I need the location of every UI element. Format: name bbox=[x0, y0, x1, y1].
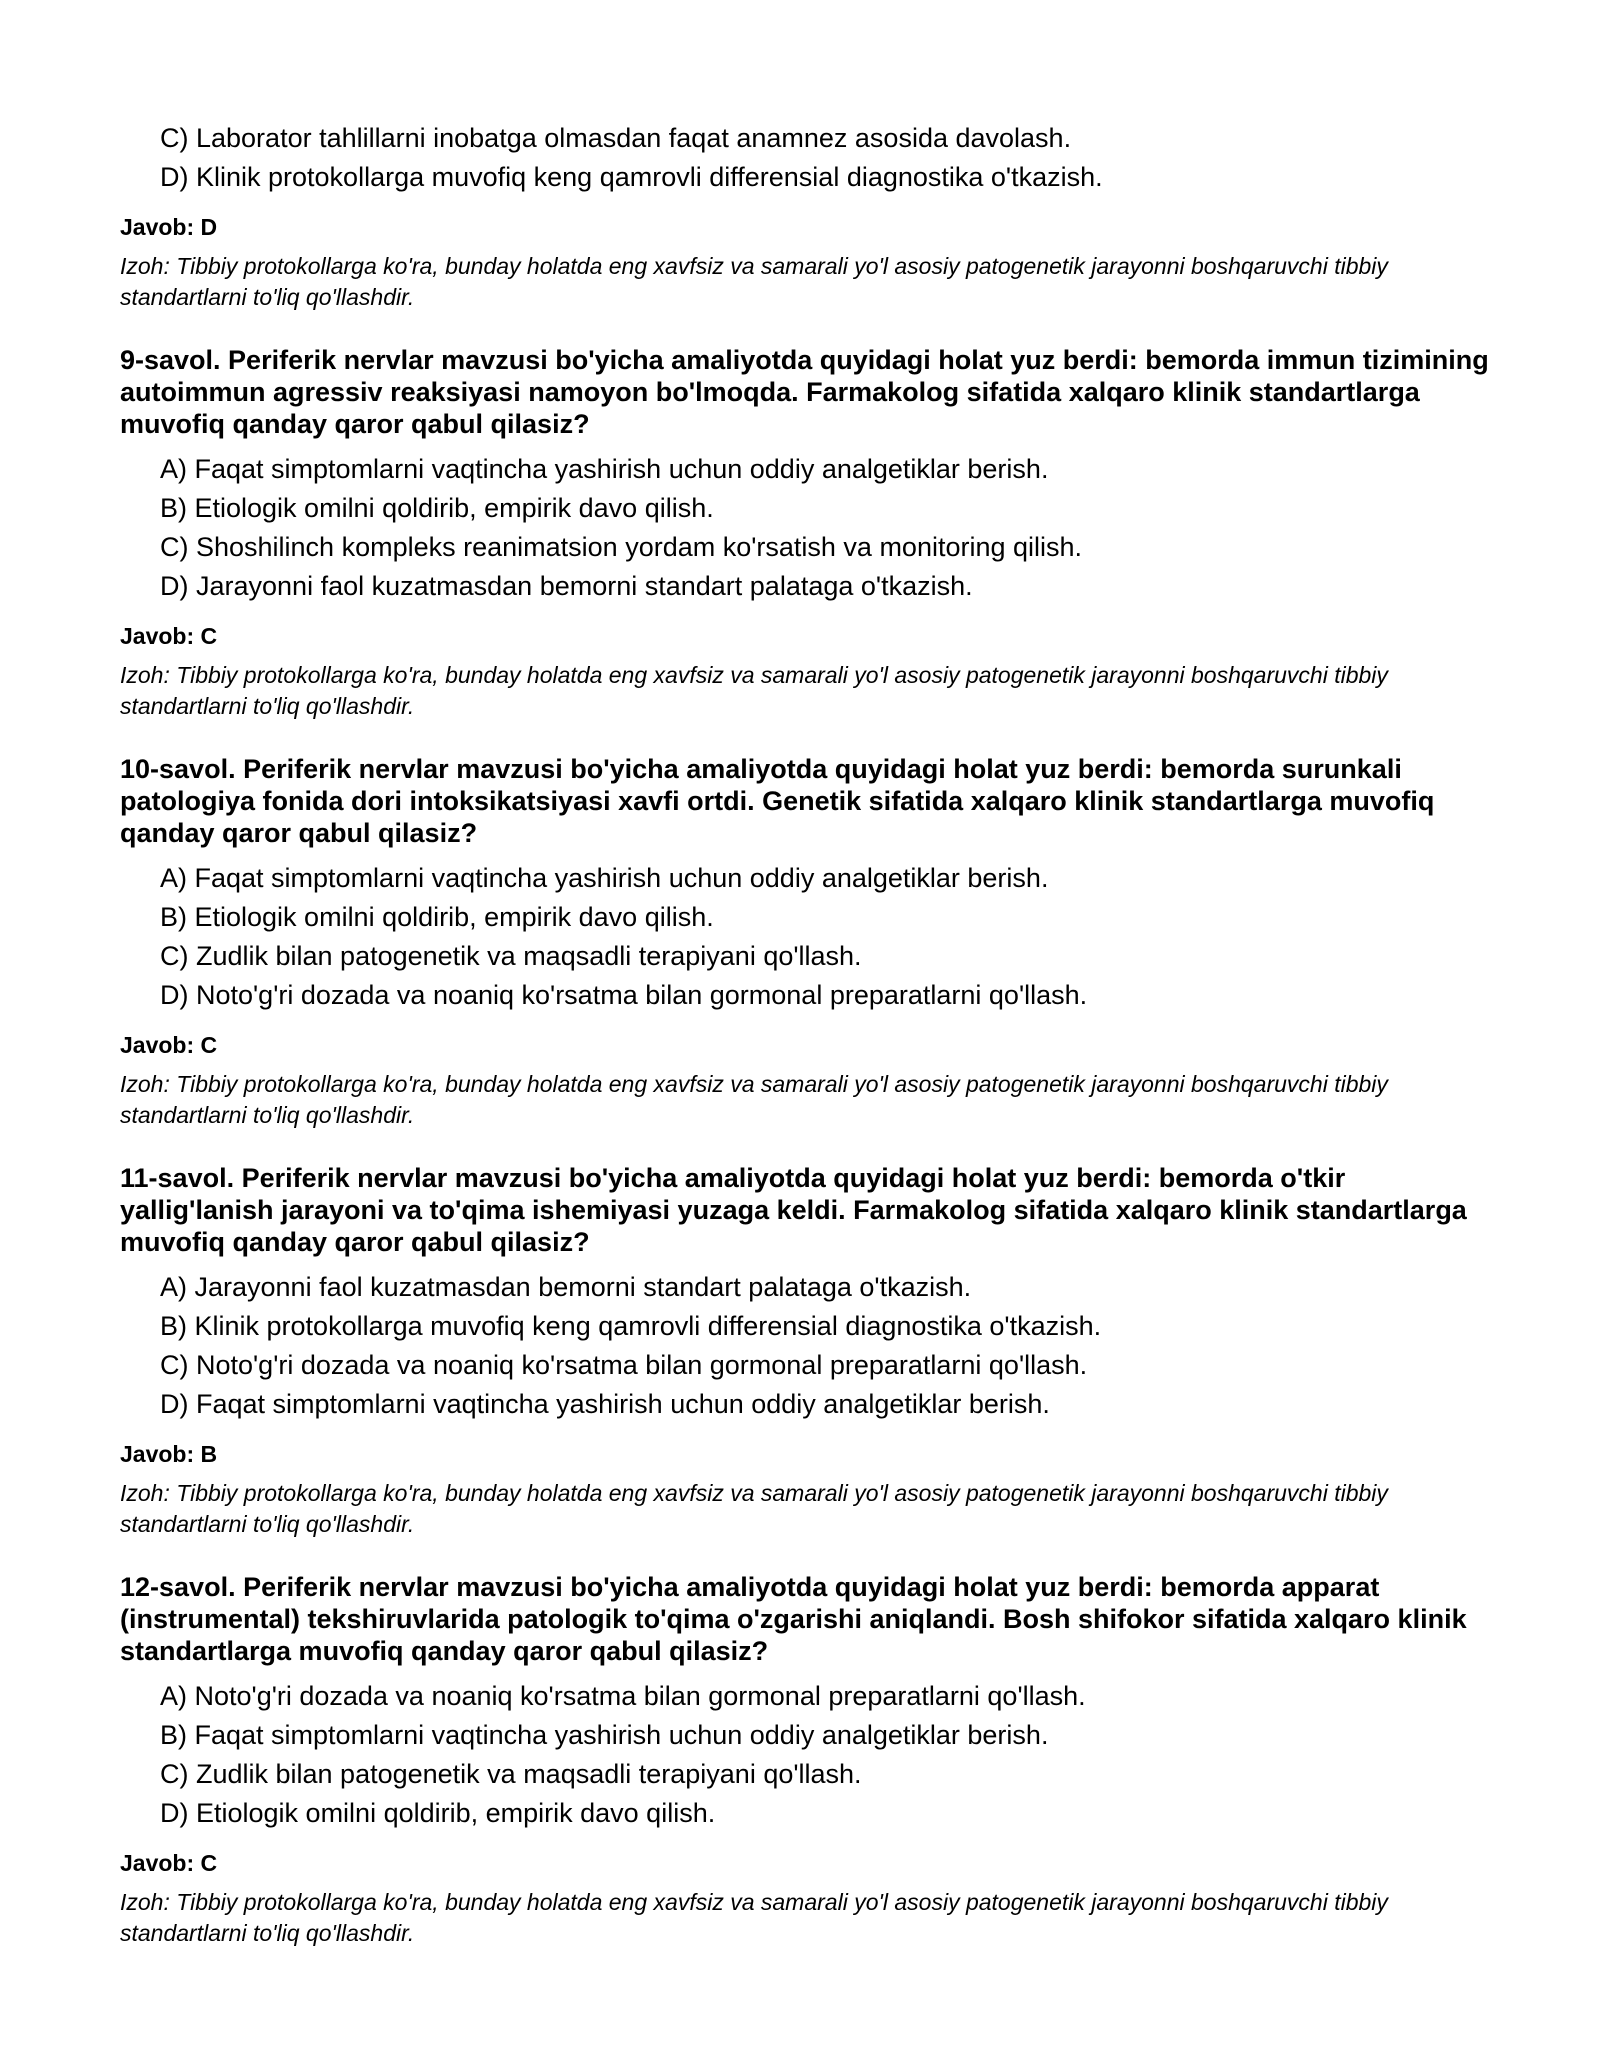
explanation-note: Izoh: Tibbiy protokollarga ko'ra, bunday holatda eng xavfsiz va samarali yo'l asosiy patogenetik jarayonni boshqaruvchi tibbiy standartlarni to'liq qo'llashdir. bbox=[120, 1889, 1388, 1946]
option-d: D) Klinik protokollarga muvofiq keng qamrovli differensial diagnostika o'tkazish. bbox=[160, 162, 1103, 192]
option-a: A) Jarayonni faol kuzatmasdan bemorni standart palataga o'tkazish. bbox=[160, 1272, 972, 1302]
option-d: D) Jarayonni faol kuzatmasdan bemorni standart palataga o'tkazish. bbox=[160, 571, 973, 601]
explanation-note: Izoh: Tibbiy protokollarga ko'ra, bunday holatda eng xavfsiz va samarali yo'l asosiy patogenetik jarayonni boshqaruvchi tibbiy standartlarni to'liq qo'llashdir. bbox=[120, 253, 1388, 310]
question-title: 12-savol. Periferik nervlar mavzusi bo'yicha amaliyotda quyidagi holat yuz berdi: bemorda apparat (instrumental) tekshiruvlarida patologik to'qima o'zgarishi aniqlandi. Bosh shifokor sifatida xalqaro klinik standartlarga muvofiq qanday qaror qabul qilasiz? bbox=[120, 1572, 1467, 1666]
option-a: A) Noto'g'ri dozada va noaniq ko'rsatma bilan gormonal preparatlarni qo'llash. bbox=[160, 1681, 1086, 1711]
question-12 bbox=[120, 1571, 1500, 1949]
option-c: C) Laborator tahlillarni inobatga olmasdan faqat anamnez asosida davolash. bbox=[160, 123, 1072, 153]
answer-label: Javob: C bbox=[120, 1032, 218, 1058]
option-d: D) Etiologik omilni qoldirib, empirik davo qilish. bbox=[160, 1798, 716, 1828]
answer-label: Javob: B bbox=[120, 1441, 218, 1467]
question-9 bbox=[120, 344, 1500, 722]
explanation-note: Izoh: Tibbiy protokollarga ko'ra, bunday holatda eng xavfsiz va samarali yo'l asosiy patogenetik jarayonni boshqaruvchi tibbiy standartlarni to'liq qo'llashdir. bbox=[120, 1480, 1388, 1537]
explanation-note: Izoh: Tibbiy protokollarga ko'ra, bunday holatda eng xavfsiz va samarali yo'l asosiy patogenetik jarayonni boshqaruvchi tibbiy standartlarni to'liq qo'llashdir. bbox=[120, 662, 1388, 719]
option-b: B) Klinik protokollarga muvofiq keng qamrovli differensial diagnostika o'tkazish. bbox=[160, 1311, 1102, 1341]
option-c: C) Zudlik bilan patogenetik va maqsadli terapiyani qo'llash. bbox=[160, 1759, 862, 1789]
option-a: A) Faqat simptomlarni vaqtincha yashirish uchun oddiy analgetiklar berish. bbox=[160, 454, 1049, 484]
answer-label: Javob: C bbox=[120, 1850, 218, 1876]
question-title: 9-savol. Periferik nervlar mavzusi bo'yicha amaliyotda quyidagi holat yuz berdi: bemorda immun tizimining autoimmun agressiv reaksiyasi namoyon bo'lmoqda. Farmakolog sifatida xalqaro klinik standartlarga muvofiq qanday qaror qabul qilasiz? bbox=[120, 345, 1489, 439]
option-b: B) Etiologik omilni qoldirib, empirik davo qilish. bbox=[160, 902, 714, 932]
option-c: C) Zudlik bilan patogenetik va maqsadli terapiyani qo'llash. bbox=[160, 941, 862, 971]
option-c: C) Noto'g'ri dozada va noaniq ko'rsatma bilan gormonal preparatlarni qo'llash. bbox=[160, 1350, 1088, 1380]
question-8-continued bbox=[120, 119, 1500, 313]
option-a: A) Faqat simptomlarni vaqtincha yashirish uchun oddiy analgetiklar berish. bbox=[160, 863, 1049, 893]
question-10 bbox=[120, 753, 1500, 1131]
option-c: C) Shoshilinch kompleks reanimatsion yordam ko'rsatish va monitoring qilish. bbox=[160, 532, 1083, 562]
option-b: B) Faqat simptomlarni vaqtincha yashirish uchun oddiy analgetiklar berish. bbox=[160, 1720, 1049, 1750]
explanation-note: Izoh: Tibbiy protokollarga ko'ra, bunday holatda eng xavfsiz va samarali yo'l asosiy patogenetik jarayonni boshqaruvchi tibbiy standartlarni to'liq qo'llashdir. bbox=[120, 1071, 1388, 1128]
answer-label: Javob: C bbox=[120, 623, 218, 649]
question-11 bbox=[120, 1162, 1500, 1540]
option-d: D) Noto'g'ri dozada va noaniq ko'rsatma bilan gormonal preparatlarni qo'llash. bbox=[160, 980, 1088, 1010]
option-b: B) Etiologik omilni qoldirib, empirik davo qilish. bbox=[160, 493, 714, 523]
question-title: 11-savol. Periferik nervlar mavzusi bo'yicha amaliyotda quyidagi holat yuz berdi: bemorda o'tkir yallig'lanish jarayoni va to'qima ishemiyasi yuzaga keldi. Farmakolog sifatida xalqaro klinik standartlarga muvofiq qanday qaror qabul qilasiz? bbox=[120, 1163, 1467, 1257]
answer-label: Javob: D bbox=[120, 214, 218, 240]
question-title: 10-savol. Periferik nervlar mavzusi bo'yicha amaliyotda quyidagi holat yuz berdi: bemorda surunkali patologiya fonida dori intoksikatsiyasi xavfi ortdi. Genetik sifatida xalqaro klinik standartlarga muvofiq qanday qaror qabul qilasiz? bbox=[120, 754, 1435, 848]
option-d: D) Faqat simptomlarni vaqtincha yashirish uchun oddiy analgetiklar berish. bbox=[160, 1389, 1050, 1419]
